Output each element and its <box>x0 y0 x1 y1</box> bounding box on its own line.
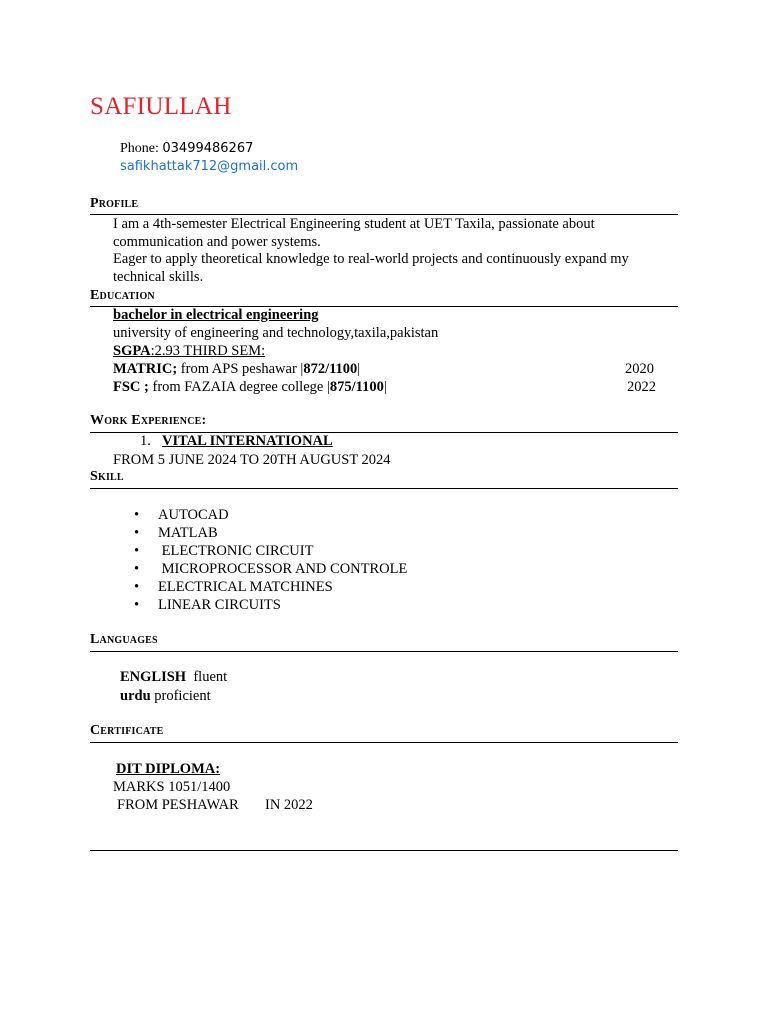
language-urdu <box>120 688 211 706</box>
certificate-divider <box>90 742 678 743</box>
work-heading: Work Experience: <box>90 413 207 428</box>
profile-line: Eager to apply theoretical knowledge to real-world projects and continuously expand my <box>113 251 629 267</box>
list-item <box>134 524 407 542</box>
sgpa-label: SGPA <box>113 343 151 359</box>
certificate-year: IN 2022 <box>265 797 313 813</box>
skill-label: ELECTRICAL MATCHINES <box>158 579 333 595</box>
language-name: ENGLISH <box>120 669 187 685</box>
bullet-icon: • <box>134 507 140 523</box>
skill-label: AUTOCAD <box>158 507 229 523</box>
list-item <box>134 596 407 614</box>
languages-divider <box>90 651 678 652</box>
phone-line <box>120 141 253 157</box>
bullet-icon: • <box>134 561 140 577</box>
profile-line: communication and power systems. <box>113 234 321 250</box>
skills-list <box>134 506 407 614</box>
language-english <box>120 669 227 687</box>
list-item <box>134 578 407 596</box>
bullet-icon: • <box>134 597 140 613</box>
skill-label: MICROPROCESSOR AND CONTROLE <box>158 561 408 577</box>
skills-heading: Skill <box>90 469 124 484</box>
phone-number: 03499486267 <box>162 141 254 156</box>
certificate-from: FROM PESHAWAR <box>117 797 239 813</box>
institution-name: university of engineering and technology,taxila,pakistan <box>113 325 439 341</box>
education-heading: Education <box>90 288 155 303</box>
bullet-icon: • <box>134 525 140 541</box>
phone-label: Phone: <box>120 141 163 156</box>
language-level: proficient <box>150 688 211 704</box>
certificate-heading: Certificate <box>90 723 164 738</box>
matric-end: | <box>357 361 361 377</box>
list-item <box>134 542 407 560</box>
skill-label: ELECTRONIC CIRCUIT <box>158 543 314 559</box>
skills-divider <box>90 488 678 489</box>
language-name: urdu <box>120 688 151 704</box>
fsc-marks: 875/1100 <box>329 379 384 395</box>
list-item <box>134 506 407 524</box>
work-period: FROM 5 JUNE 2024 TO 20TH AUGUST 2024 <box>113 452 391 468</box>
fsc-end: | <box>383 379 387 395</box>
certificate-marks: MARKS 1051/1400 <box>113 779 231 795</box>
matric-label: MATRIC; <box>113 361 178 377</box>
work-company: VITAL INTERNATIONAL <box>162 433 333 449</box>
matric-marks: 872/1100 <box>303 361 358 377</box>
matric-line <box>113 361 360 379</box>
bullet-icon: • <box>134 543 140 559</box>
fsc-year: 2022 <box>627 379 656 395</box>
profile-heading: Profile <box>90 196 139 211</box>
bullet-icon: • <box>134 579 140 595</box>
fsc-from: from FAZAIA degree college | <box>148 379 330 395</box>
candidate-name: SAFIULLAH <box>90 93 232 120</box>
list-item <box>134 560 407 578</box>
email-link[interactable]: safikhattak712@gmail.com <box>120 159 299 174</box>
profile-line: I am a 4th-semester Electrical Engineering student at UET Taxila, passionate about <box>113 216 595 232</box>
sgpa-line <box>113 343 265 361</box>
matric-year: 2020 <box>625 361 654 377</box>
profile-divider <box>90 214 678 215</box>
profile-line: technical skills. <box>113 269 204 285</box>
skill-label: MATLAB <box>158 525 218 541</box>
fsc-line <box>113 379 387 397</box>
matric-from: from APS peshawar | <box>177 361 304 377</box>
bottom-divider <box>90 850 678 851</box>
fsc-label: FSC ; <box>113 379 149 395</box>
work-number: 1. <box>140 433 151 449</box>
certificate-title: DIT DIPLOMA: <box>116 761 221 777</box>
languages-heading: Languages <box>90 632 158 647</box>
sgpa-value: :2.93 THIRD SEM: <box>150 343 266 359</box>
language-level: fluent <box>186 669 228 685</box>
degree-title: bachelor in electrical engineering <box>113 307 319 323</box>
skill-label: LINEAR CIRCUITS <box>158 597 281 613</box>
